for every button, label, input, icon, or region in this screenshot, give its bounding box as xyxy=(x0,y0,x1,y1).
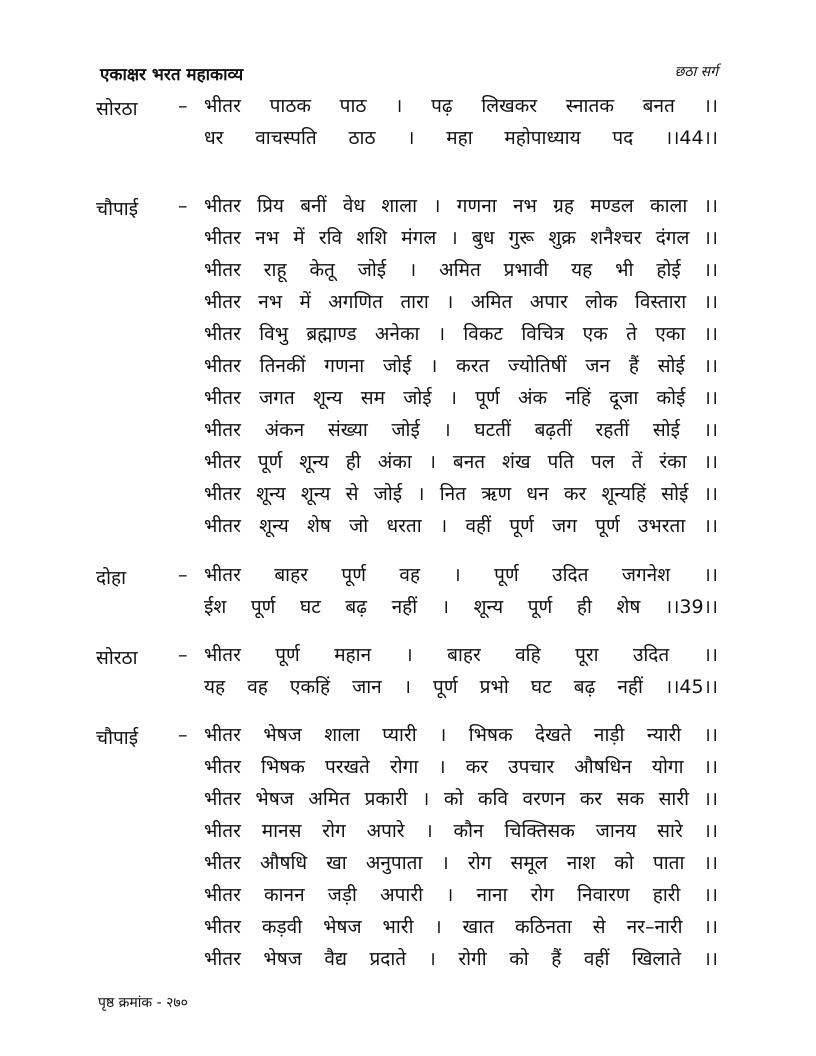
chapter-label: छठा सर्ग xyxy=(674,64,718,80)
verse-line: भीतर भेषज वैद्य प्रदाते । रोगी को हैं वहीं खिलाते ।। xyxy=(204,948,718,970)
verse-line: ईश पूर्ण घट बढ़ नहीं । शून्य पूर्ण ही शेष ।।39।। xyxy=(204,596,718,618)
page-number: पृष्ठ क्रमांक - २७० xyxy=(98,995,188,1011)
verse-line: भीतर तिनकीं गणना जोई । करत ज्योतिषीं जन हैं सोई ।। xyxy=(204,355,718,377)
verse-line: भीतर राहू केतू जोई । अमित प्रभावी यह भी होई ।। xyxy=(204,259,718,281)
verse-line: भीतर भेषज अमित प्रकारी । को कवि वरणन कर सक सारी ।। xyxy=(204,788,718,810)
verse-type: चौपाई xyxy=(96,727,139,749)
verse-line: धर वाचस्पति ठाठ । महा महोपाध्याय पद ।।44।। xyxy=(204,127,718,149)
verse-line: यह वह एकहिं जान । पूर्ण प्रभो घट बढ़ नहीं ।।45।। xyxy=(204,676,718,698)
verse-line: भीतर कानन जड़ी अपारी । नाना रोग निवारण हारी ।। xyxy=(204,884,718,906)
verse-dash: – xyxy=(178,95,188,117)
verse-line: भीतर औषधि खा अनुपाता । रोग समूल नाश को पाता ।। xyxy=(204,852,718,874)
verse-line: भीतर शून्य शेष जो धरता । वहीं पूर्ण जग पूर्ण उभरता ।। xyxy=(204,515,718,537)
verse-dash: – xyxy=(178,564,188,586)
verse-line: भीतर विभु ब्रह्माण्ड अनेका । विकट विचित्र एक ते एका ।। xyxy=(204,323,718,345)
verse-line: भीतर प्रिय बनीं वेध शाला । गणना नभ ग्रह मण्डल काला ।। xyxy=(204,195,718,217)
verse-type: सोरठा xyxy=(96,98,138,120)
verse-type: सोरठा xyxy=(96,647,138,669)
verse-dash: – xyxy=(178,724,188,746)
verse-line: भीतर नभ में अगणित तारा । अमित अपार लोक विस्तारा ।। xyxy=(204,291,718,313)
verse-line: भीतर पूर्ण महान । बाहर वहि पूरा उदित ।। xyxy=(204,644,718,666)
verse-line: भीतर नभ में रवि शशि मंगल । बुध गुरू शुक्र शनैश्चर दंगल ।। xyxy=(204,227,718,249)
verse-dash: – xyxy=(178,644,188,666)
verse-line: भीतर भेषज शाला प्यारी । भिषक देखते नाड़ी न्यारी ।। xyxy=(204,724,718,746)
verse-line: भीतर शून्य शून्य से जोई । नित ऋण धन कर शून्यहिं सोई ।। xyxy=(204,483,718,505)
verse-line: भीतर कड़वी भेषज भारी । खात कठिनता से नर–नारी ।। xyxy=(204,916,718,938)
verse-line: भीतर भिषक परखते रोगा । कर उपचार औषधिन योगा ।। xyxy=(204,756,718,778)
verse-line: भीतर मानस रोग अपारे । कौन चिक्तिसक जानय सारे ।। xyxy=(204,820,718,842)
verse-line: भीतर पाठक पाठ । पढ़ लिखकर स्नातक बनत ।। xyxy=(204,95,718,117)
verse-dash: – xyxy=(178,195,188,217)
verse-type: चौपाई xyxy=(96,198,139,220)
book-title: एकाक्षर भरत महाकाव्य xyxy=(100,65,244,85)
verse-line: भीतर अंकन संख्या जोई । घटतीं बढ़तीं रहतीं सोई ।। xyxy=(204,419,718,441)
verse-line: भीतर जगत शून्य सम जोई । पूर्ण अंक नहिं दूजा कोई ।। xyxy=(204,387,718,409)
verse-type: दोहा xyxy=(96,567,127,589)
verse-line: भीतर पूर्ण शून्य ही अंका । बनत शंख पति पल तें रंका ।। xyxy=(204,451,718,473)
verse-line: भीतर बाहर पूर्ण वह । पूर्ण उदित जगनेश ।। xyxy=(204,564,718,586)
